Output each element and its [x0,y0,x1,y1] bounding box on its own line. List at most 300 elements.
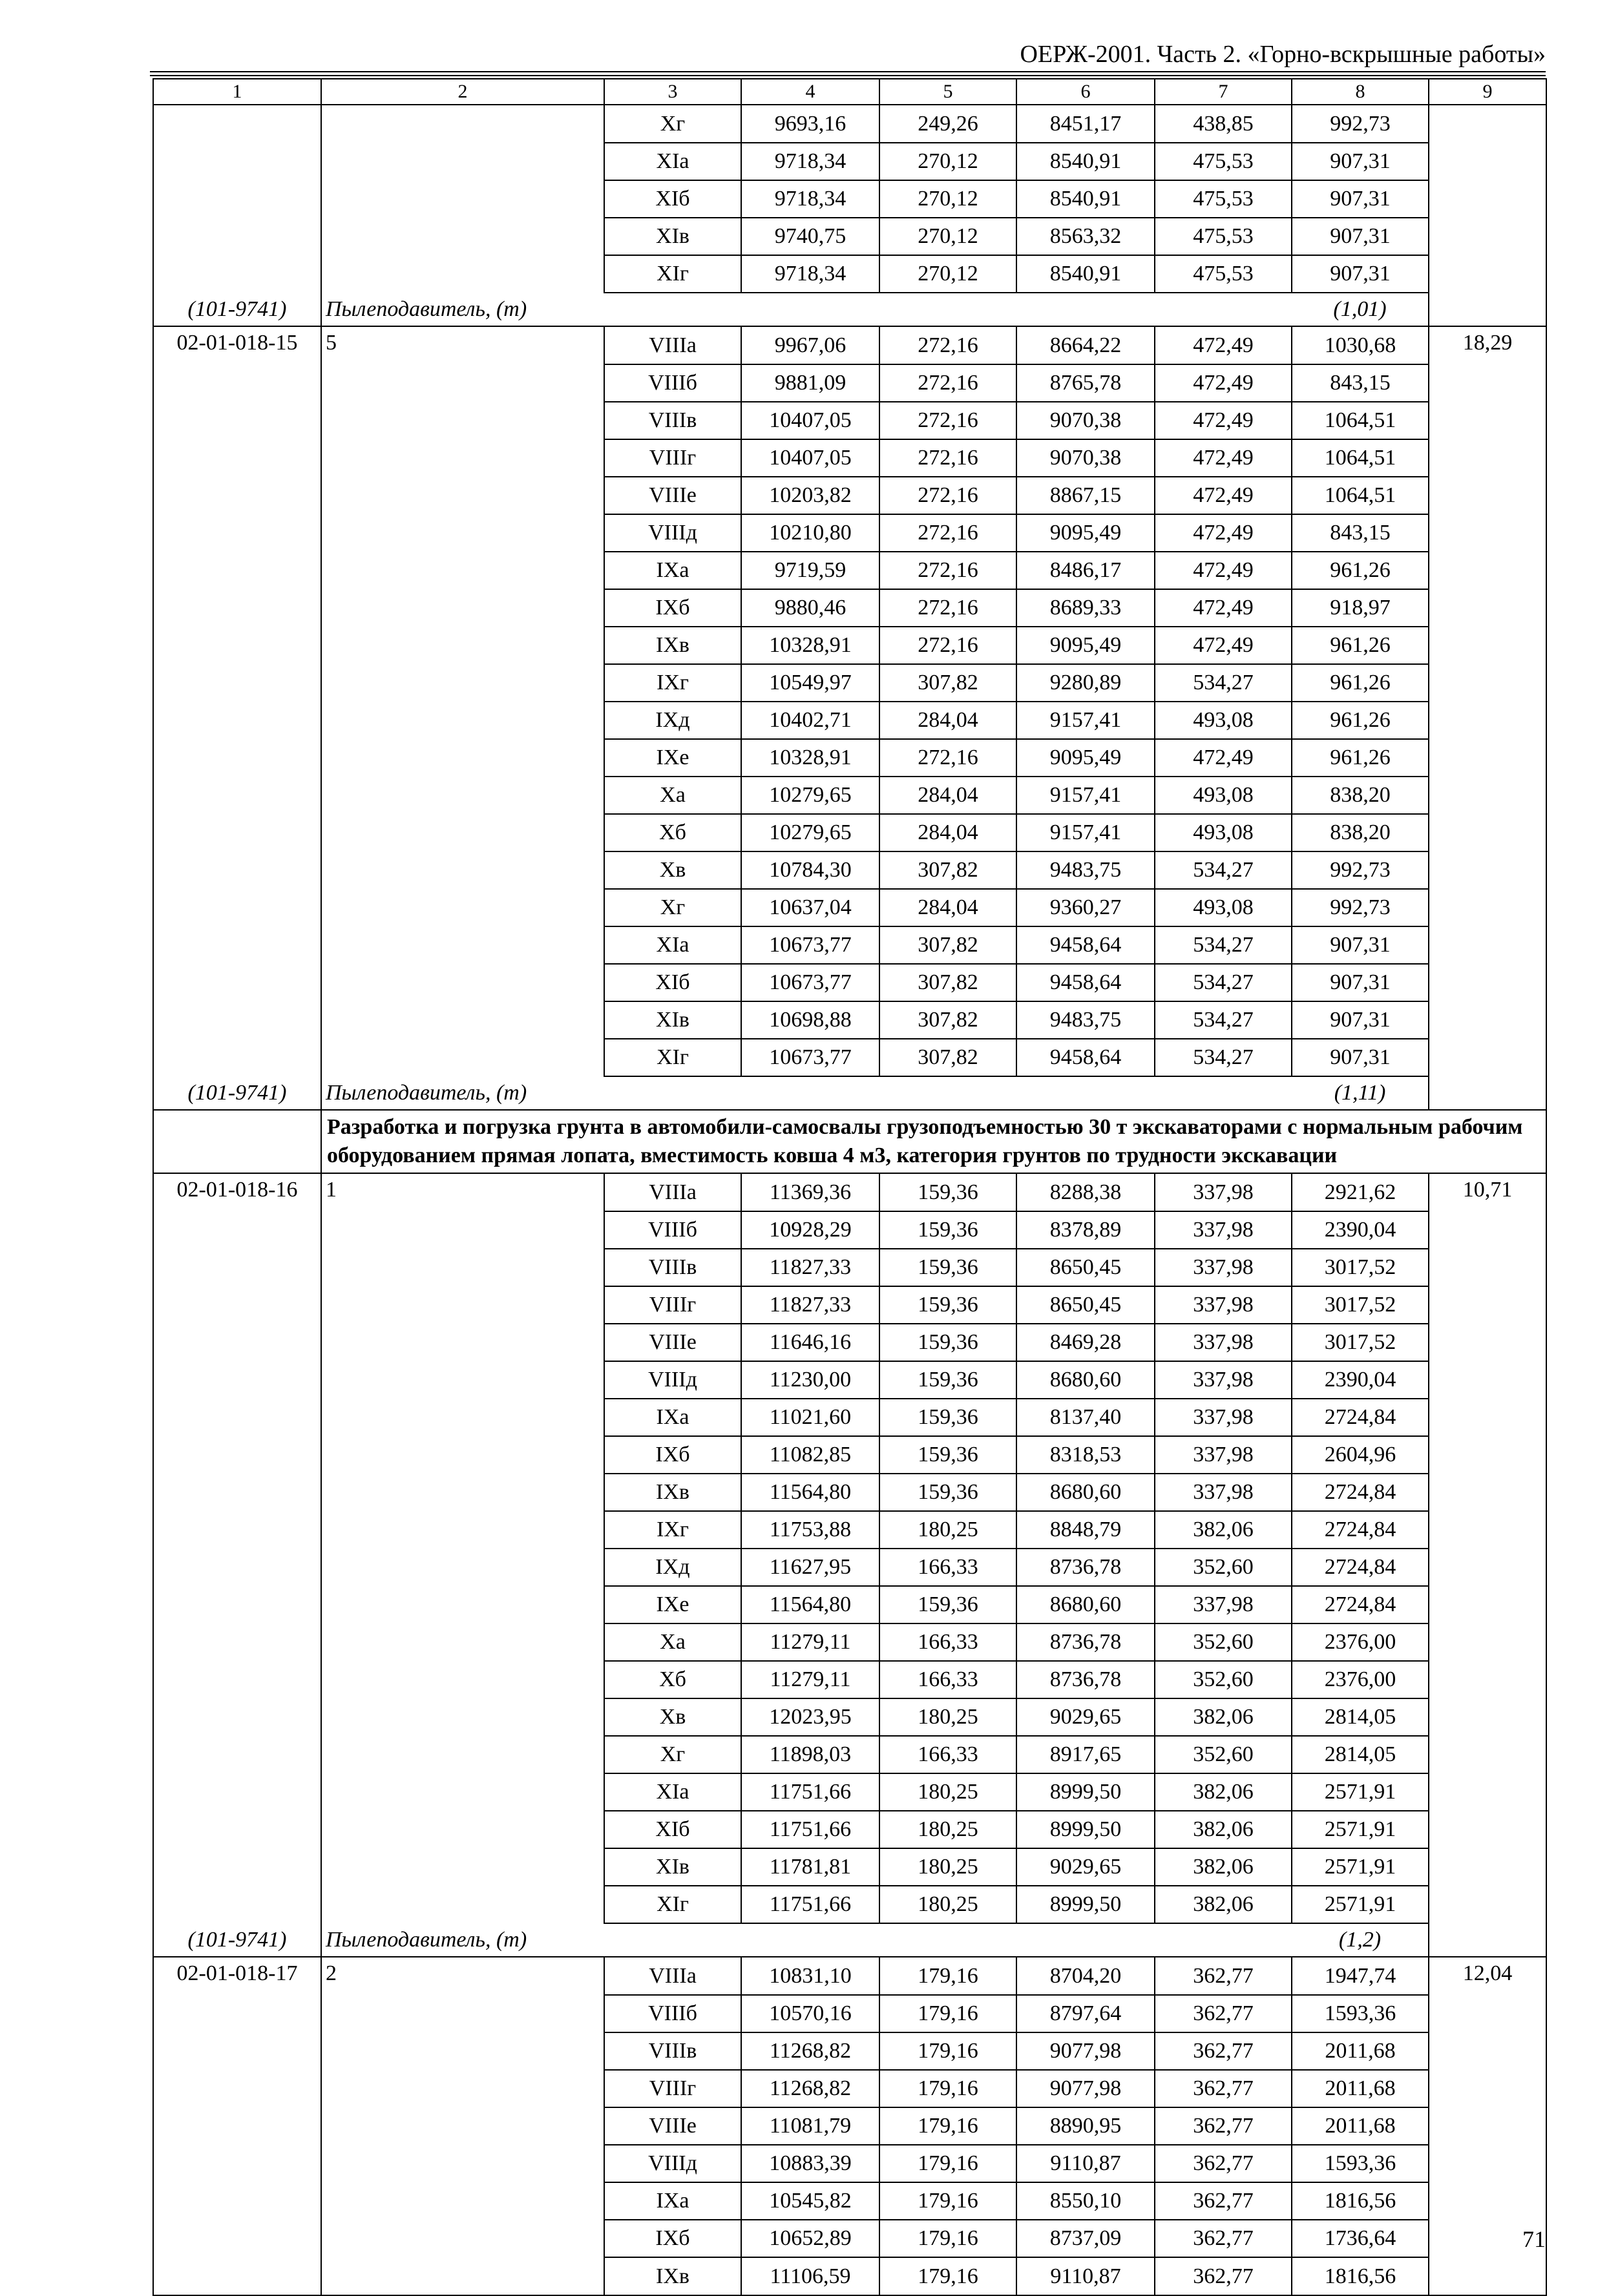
column-number: 3 [604,79,741,105]
value-cell: 382,06 [1155,1698,1292,1736]
value-cell: 438,85 [1155,105,1292,143]
value-cell: 284,04 [879,889,1016,926]
category-cell: VIIIе [604,1324,741,1361]
variant-cell [321,1549,604,1586]
category-cell: Xa [604,1623,741,1661]
column-number: 6 [1016,79,1155,105]
table-row [153,105,1546,143]
variant-cell [321,1811,604,1848]
value-cell: 475,53 [1155,255,1292,293]
resource-value: (1,11) [1292,1076,1429,1110]
table-row [153,739,1546,777]
value-cell: 270,12 [879,255,1016,293]
code-cell [153,814,321,851]
value-cell: 307,82 [879,664,1016,702]
value-cell: 961,26 [1292,739,1429,777]
code-cell [153,1399,321,1436]
value-cell: 179,16 [879,2220,1016,2257]
category-cell: VIIIв [604,402,741,439]
value-cell: 8680,60 [1016,1361,1155,1399]
code-cell [153,2107,321,2145]
value-cell: 3017,52 [1292,1286,1429,1324]
value-cell: 2724,84 [1292,1549,1429,1586]
category-cell: IXб [604,589,741,627]
value-cell: 907,31 [1292,180,1429,218]
table-row [153,926,1546,964]
code-cell [153,2032,321,2070]
value-cell: 10210,80 [741,514,879,552]
category-cell: XIв [604,1848,741,1886]
value-cell: 272,16 [879,439,1016,477]
value-cell: 159,36 [879,1324,1016,1361]
resource-code: (101-9741) [153,1923,321,1957]
value-cell: 8999,50 [1016,1811,1155,1848]
value-cell: 272,16 [879,739,1016,777]
table-row [153,2257,1546,2295]
rate-cell [1429,964,1546,1001]
dust-suppressant-row [153,1923,1546,1957]
value-cell: 3017,52 [1292,1324,1429,1361]
variant-cell [321,364,604,402]
category-cell: IXв [604,1474,741,1511]
variant-cell [321,2107,604,2145]
value-cell: 2571,91 [1292,1886,1429,1923]
rate-cell [1429,926,1546,964]
value-cell: 11564,80 [741,1586,879,1623]
value-cell: 9110,87 [1016,2257,1155,2295]
value-cell: 1593,36 [1292,1995,1429,2032]
table-row [153,1511,1546,1549]
variant-cell [321,514,604,552]
value-cell: 10402,71 [741,702,879,739]
rate-cell: 18,29 [1429,326,1546,364]
table-row [153,1474,1546,1511]
resource-code: (101-9741) [153,293,321,326]
value-cell: 8917,65 [1016,1736,1155,1773]
category-cell: VIIIг [604,439,741,477]
value-cell: 1064,51 [1292,477,1429,514]
table-row [153,326,1546,364]
value-cell: 159,36 [879,1474,1016,1511]
value-cell: 11106,59 [741,2257,879,2295]
value-cell: 8765,78 [1016,364,1155,402]
value-cell: 159,36 [879,1436,1016,1474]
value-cell: 10279,65 [741,777,879,814]
code-cell [153,1698,321,1736]
table-row [153,1586,1546,1623]
code-cell [153,964,321,1001]
code-cell [153,589,321,627]
category-cell: XIб [604,180,741,218]
value-cell: 179,16 [879,1957,1016,1995]
value-cell: 362,77 [1155,2032,1292,2070]
table-row [153,2220,1546,2257]
value-cell: 11751,66 [741,1773,879,1811]
value-cell: 8689,33 [1016,589,1155,627]
category-cell: VIIIб [604,1995,741,2032]
value-cell: 1816,56 [1292,2257,1429,2295]
value-cell: 843,15 [1292,514,1429,552]
value-cell: 337,98 [1155,1474,1292,1511]
rate-cell [1429,702,1546,739]
value-cell: 475,53 [1155,180,1292,218]
value-cell: 9718,34 [741,255,879,293]
value-cell: 307,82 [879,1039,1016,1076]
value-cell: 249,26 [879,105,1016,143]
code-cell [153,2070,321,2107]
table-row [153,1173,1546,1211]
rate-cell [1429,777,1546,814]
value-cell: 11279,11 [741,1661,879,1698]
code-cell: 02-01-018-16 [153,1173,321,1211]
code-cell [153,1211,321,1249]
value-cell: 10637,04 [741,889,879,926]
value-cell: 534,27 [1155,926,1292,964]
code-cell [153,105,321,143]
value-cell: 362,77 [1155,2070,1292,2107]
value-cell: 159,36 [879,1173,1016,1211]
value-cell: 2011,68 [1292,2107,1429,2145]
value-cell: 9077,98 [1016,2070,1155,2107]
value-cell: 8540,91 [1016,180,1155,218]
value-cell: 8650,45 [1016,1249,1155,1286]
table-row [153,2145,1546,2182]
value-cell: 9077,98 [1016,2032,1155,2070]
value-cell: 9881,09 [741,364,879,402]
variant-cell [321,1436,604,1474]
value-cell: 8680,60 [1016,1474,1155,1511]
variant-cell [321,1001,604,1039]
value-cell: 180,25 [879,1698,1016,1736]
rate-cell [1429,1249,1546,1286]
rate-cell [1429,664,1546,702]
category-cell: Xб [604,814,741,851]
value-cell: 272,16 [879,477,1016,514]
column-number-row [153,79,1546,105]
value-cell: 2724,84 [1292,1586,1429,1623]
table-row [153,514,1546,552]
variant-cell [321,2070,604,2107]
value-cell: 11898,03 [741,1736,879,1773]
variant-cell [321,926,604,964]
value-cell: 8650,45 [1016,1286,1155,1324]
value-cell: 362,77 [1155,2257,1292,2295]
category-cell: VIIIд [604,2145,741,2182]
category-cell: XIг [604,1886,741,1923]
code-cell [153,1324,321,1361]
value-cell: 9458,64 [1016,926,1155,964]
value-cell: 179,16 [879,2107,1016,2145]
resource-label: Пылеподавитель, (т) [321,293,604,326]
value-cell: 9095,49 [1016,514,1155,552]
code-cell [153,439,321,477]
value-cell: 8318,53 [1016,1436,1155,1474]
value-cell: 179,16 [879,2257,1016,2295]
value-cell: 337,98 [1155,1586,1292,1623]
value-cell: 8550,10 [1016,2182,1155,2220]
value-cell: 180,25 [879,1886,1016,1923]
value-cell: 8137,40 [1016,1399,1155,1436]
value-cell: 382,06 [1155,1848,1292,1886]
code-cell [153,255,321,293]
code-cell [153,1001,321,1039]
value-cell: 307,82 [879,1001,1016,1039]
value-cell: 270,12 [879,143,1016,180]
rate-cell [1429,1698,1546,1736]
value-cell: 180,25 [879,1811,1016,1848]
code-cell [153,1586,321,1623]
rate-cell [1429,1436,1546,1474]
code-cell [153,2257,321,2295]
category-cell: XIa [604,143,741,180]
value-cell: 9070,38 [1016,402,1155,439]
value-cell: 382,06 [1155,1511,1292,1549]
rate-cell [1429,589,1546,627]
rate-cell [1429,1039,1546,1076]
variant-cell [321,627,604,664]
value-cell: 9280,89 [1016,664,1155,702]
value-cell: 307,82 [879,851,1016,889]
value-cell: 472,49 [1155,739,1292,777]
value-cell: 472,49 [1155,627,1292,664]
column-number: 9 [1429,79,1546,105]
resource-value: (1,01) [1292,293,1429,326]
variant-cell [321,1249,604,1286]
rate-cell [1429,1623,1546,1661]
category-cell: IXв [604,2257,741,2295]
value-cell: 337,98 [1155,1249,1292,1286]
category-cell: IXa [604,2182,741,2220]
variant-cell [321,702,604,739]
value-cell: 8664,22 [1016,326,1155,364]
rate-cell [1429,2032,1546,2070]
value-cell: 907,31 [1292,926,1429,964]
value-cell: 8999,50 [1016,1773,1155,1811]
value-cell: 475,53 [1155,143,1292,180]
category-cell: Xг [604,889,741,926]
rate-cell [1429,255,1546,293]
column-number: 2 [321,79,604,105]
variant-cell [321,1773,604,1811]
category-cell: VIIIа [604,326,741,364]
code-cell [153,1661,321,1698]
variant-cell [321,402,604,439]
variant-cell [321,2032,604,2070]
category-cell: VIIIд [604,514,741,552]
value-cell: 907,31 [1292,964,1429,1001]
code-cell [153,1249,321,1286]
value-cell: 180,25 [879,1773,1016,1811]
table-row [153,1848,1546,1886]
value-cell: 10831,10 [741,1957,879,1995]
table-row [153,143,1546,180]
category-cell: IXе [604,1586,741,1623]
value-cell: 534,27 [1155,1001,1292,1039]
value-cell: 2571,91 [1292,1848,1429,1886]
value-cell: 472,49 [1155,364,1292,402]
value-cell: 2814,05 [1292,1736,1429,1773]
table-row [153,1623,1546,1661]
value-cell: 1593,36 [1292,2145,1429,2182]
value-cell: 1064,51 [1292,439,1429,477]
value-cell: 2724,84 [1292,1399,1429,1436]
category-cell: IXг [604,664,741,702]
code-cell [153,1773,321,1811]
value-cell: 9095,49 [1016,627,1155,664]
code-cell: 02-01-018-17 [153,1957,321,1995]
value-cell: 166,33 [879,1661,1016,1698]
column-number: 4 [741,79,879,105]
rate-cell [1429,1361,1546,1399]
value-cell: 179,16 [879,2145,1016,2182]
variant-cell [321,218,604,255]
table-row [153,1811,1546,1848]
table-row [153,1995,1546,2032]
value-cell: 992,73 [1292,105,1429,143]
value-cell: 472,49 [1155,402,1292,439]
value-cell: 362,77 [1155,2182,1292,2220]
value-cell: 3017,52 [1292,1249,1429,1286]
value-cell: 838,20 [1292,777,1429,814]
variant-cell [321,664,604,702]
header-rule [150,71,1546,72]
table-row [153,1361,1546,1399]
value-cell: 159,36 [879,1399,1016,1436]
value-cell: 337,98 [1155,1361,1292,1399]
variant-cell [321,180,604,218]
table-row [153,1661,1546,1698]
value-cell: 8563,32 [1016,218,1155,255]
value-cell: 11230,00 [741,1361,879,1399]
column-number: 5 [879,79,1016,105]
value-cell: 9483,75 [1016,1001,1155,1039]
value-cell: 362,77 [1155,2220,1292,2257]
value-cell: 472,49 [1155,589,1292,627]
value-cell: 2376,00 [1292,1623,1429,1661]
table-row [153,851,1546,889]
category-cell: XIa [604,926,741,964]
header-rule [150,75,1546,76]
value-cell: 159,36 [879,1286,1016,1324]
value-cell: 10652,89 [741,2220,879,2257]
variant-cell [321,1736,604,1773]
code-cell [153,627,321,664]
rates-table [152,78,1547,2296]
value-cell: 159,36 [879,1249,1016,1286]
value-cell: 10673,77 [741,1039,879,1076]
rate-cell [1429,552,1546,589]
code-cell [153,1361,321,1399]
rate-cell [1429,889,1546,926]
rate-cell [1429,218,1546,255]
variant-cell [321,589,604,627]
table-row [153,255,1546,293]
value-cell: 9070,38 [1016,439,1155,477]
value-cell: 9967,06 [741,326,879,364]
value-cell: 272,16 [879,552,1016,589]
variant-cell [321,1211,604,1249]
value-cell: 1064,51 [1292,402,1429,439]
rate-cell [1429,2145,1546,2182]
rate-cell: 10,71 [1429,1173,1546,1211]
rate-cell [1429,1211,1546,1249]
variant-cell [321,2220,604,2257]
rate-cell [1429,1995,1546,2032]
value-cell: 8999,50 [1016,1886,1155,1923]
variant-cell [321,1661,604,1698]
variant-cell [321,1399,604,1436]
value-cell: 180,25 [879,1848,1016,1886]
code-cell: 02-01-018-15 [153,326,321,364]
code-cell [153,851,321,889]
rate-cell [1429,402,1546,439]
value-cell: 11082,85 [741,1436,879,1474]
value-cell: 8540,91 [1016,255,1155,293]
rate-cell [1429,1001,1546,1039]
variant-cell [321,105,604,143]
variant-cell [321,1039,604,1076]
variant-cell [321,1511,604,1549]
resource-label: Пылеподавитель, (т) [321,1076,604,1110]
value-cell: 166,33 [879,1549,1016,1586]
value-cell: 493,08 [1155,777,1292,814]
category-cell: Xг [604,1736,741,1773]
category-cell: VIIIв [604,2032,741,2070]
rate-cell [1429,1736,1546,1773]
code-cell [153,1286,321,1324]
value-cell: 382,06 [1155,1886,1292,1923]
category-cell: Xб [604,1661,741,1698]
value-cell: 8890,95 [1016,2107,1155,2145]
category-cell: VIIIе [604,2107,741,2145]
value-cell: 472,49 [1155,477,1292,514]
value-cell: 337,98 [1155,1286,1292,1324]
table-row [153,1399,1546,1436]
value-cell: 10570,16 [741,1995,879,2032]
variant-cell [321,2145,604,2182]
value-cell: 11753,88 [741,1511,879,1549]
code-cell [153,402,321,439]
variant-cell [321,2257,604,2295]
code-cell [153,2182,321,2220]
category-cell: VIIIб [604,1211,741,1249]
table-row [153,1249,1546,1286]
table-row [153,1286,1546,1324]
value-cell: 10328,91 [741,739,879,777]
value-cell: 179,16 [879,2070,1016,2107]
value-cell: 179,16 [879,2182,1016,2220]
value-cell: 12023,95 [741,1698,879,1736]
category-cell: VIIIе [604,477,741,514]
code-cell [153,1811,321,1848]
code-cell [153,1549,321,1586]
variant-cell [321,777,604,814]
value-cell: 11751,66 [741,1886,879,1923]
value-cell: 362,77 [1155,1995,1292,2032]
variant-cell [321,143,604,180]
variant-cell [321,739,604,777]
table-row [153,180,1546,218]
code-cell [153,2145,321,2182]
value-cell: 10203,82 [741,477,879,514]
value-cell: 159,36 [879,1361,1016,1399]
variant-cell [321,2182,604,2220]
code-cell [153,664,321,702]
value-cell: 843,15 [1292,364,1429,402]
code-cell [153,1736,321,1773]
value-cell: 352,60 [1155,1661,1292,1698]
category-cell: IXд [604,1549,741,1586]
